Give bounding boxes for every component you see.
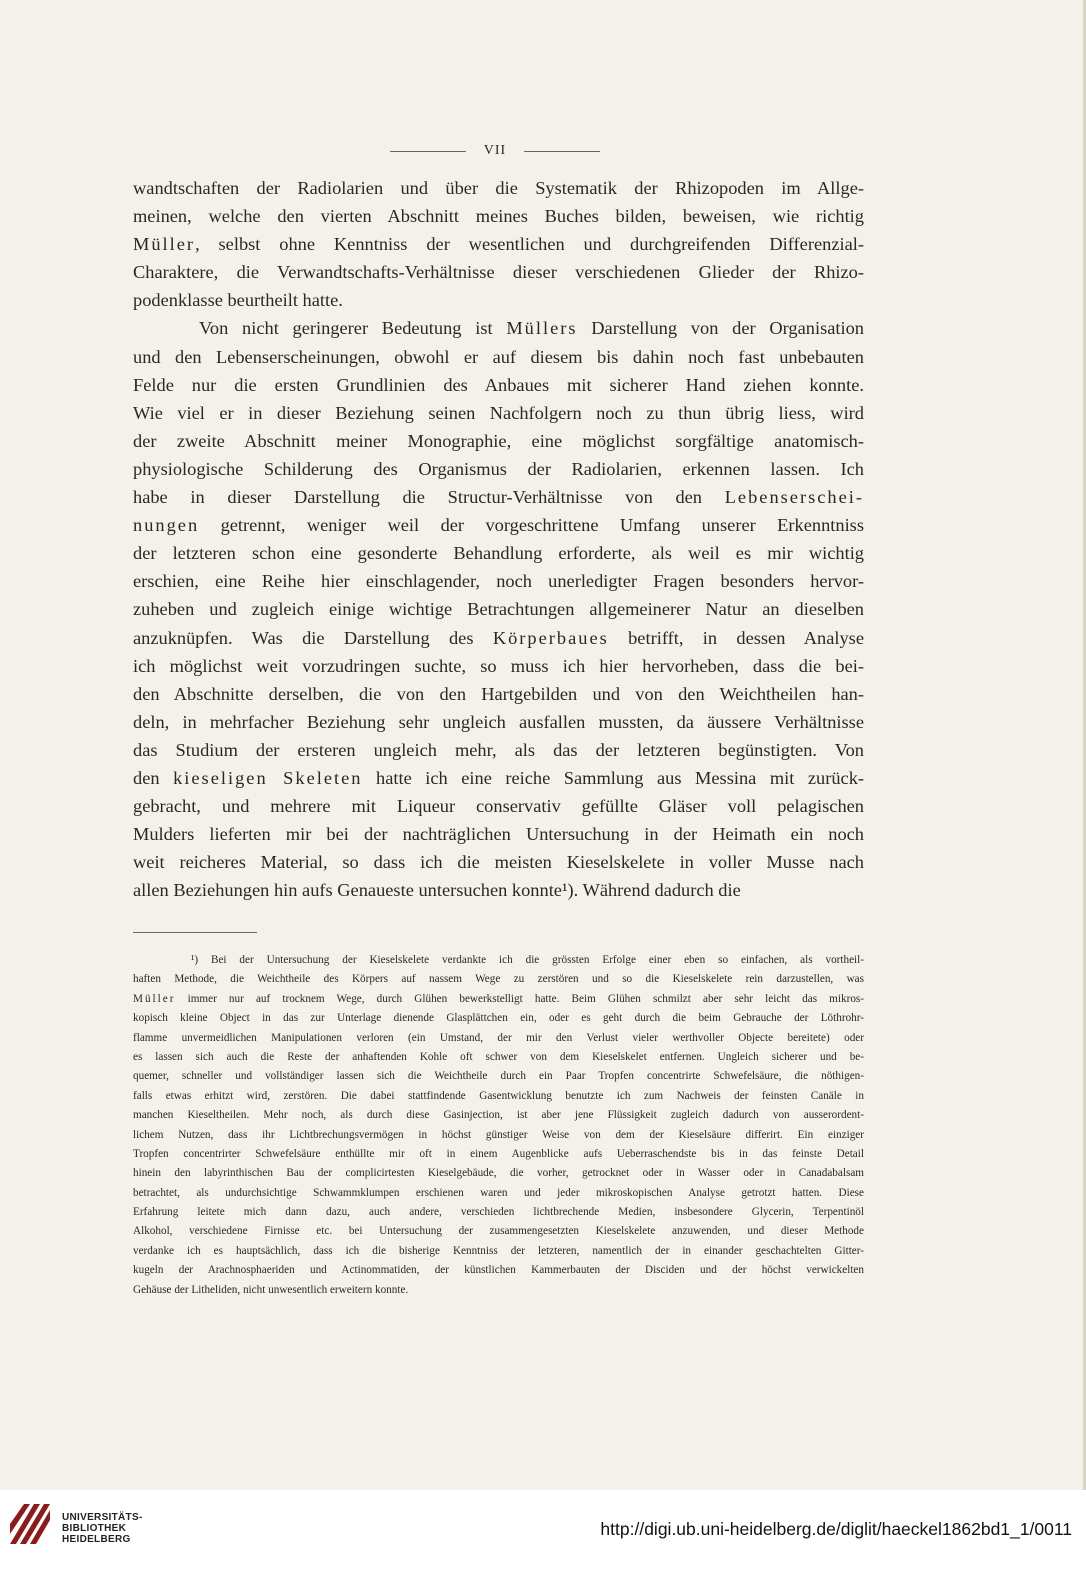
text-run: Von nicht geringerer Bedeutung ist (199, 318, 507, 339)
text-run: den (133, 767, 174, 788)
footnote-line (133, 1281, 864, 1300)
text-run: Mulders lieferten mir bei der nachträglichen Untersuchung in der Heimath ein noch (133, 824, 864, 845)
text-run: ich möglichst weit vorzudringen suchte, so muss ich hier hervorheben, dass die bei- (133, 655, 864, 676)
text-run: und den Lebenserscheinungen, obwohl er auf diesem bis dahin noch fast unbebauten (133, 346, 864, 367)
text-run: wandtschaften der Radiolarien und über die Systematik der Rhizopoden im Allge- (133, 178, 864, 198)
text-line (133, 539, 864, 567)
text-line (133, 286, 864, 314)
text-run: physiologische Schilderung des Organismus der Radiolarien, erkennen lassen. Ich (133, 458, 864, 479)
text-run: flamme unvermeidlichen Manipulationen verloren (ein Umstand, der mir den Verlust vieler werthvoller Objecte bereitete) oder (133, 1031, 864, 1044)
footnote-divider (133, 932, 257, 933)
text-line (133, 455, 864, 483)
text-run: betrifft, in dessen Analyse (608, 627, 864, 648)
text-run: erschien, eine Reihe hier einschlagender, noch unerledigter Fragen besonders hervor- (133, 571, 864, 592)
text-run: Felde nur die ersten Grundlinien des Anbaues mit sicherer Hand ziehen konnte. (133, 374, 864, 395)
text-line (133, 258, 864, 286)
library-line-3: HEIDELBERG (62, 1534, 131, 1545)
text-run: deln, in mehrfacher Beziehung sehr ungleich ausfallen mussten, da äussere Verhältnisse (133, 711, 864, 732)
footnote-line (133, 990, 864, 1009)
text-run: es lassen sich auch die Reste der anhaftenden Kohle oft schwer von dem Kieselskelet entfernen. Ungleich sicherer und be- (133, 1050, 864, 1063)
text-run: gebracht, und mehrere mit Liqueur conservativ gefüllte Gläser voll pelagischen (133, 796, 864, 817)
text-line (133, 792, 864, 820)
text-run: betrachtet, als undurchsichtige Schwammklumpen erschienen waren und jeder mikroskopischen Analyse getrotzt hatten. Diese (133, 1186, 864, 1199)
text-run: Darstellung von der Organisation (577, 318, 864, 339)
footnote-line (133, 1048, 864, 1067)
library-line-1: UNIVERSITÄTS- (62, 1512, 143, 1523)
text-run: den Abschnitte derselben, die von den Hartgebilden und von den Weichtheilen han- (133, 683, 864, 704)
footnote-line (133, 1242, 864, 1261)
text-line (133, 820, 864, 848)
spaced-emphasis: nungen (133, 515, 200, 536)
footnote-line (133, 1087, 864, 1106)
text-run: haften Methode, die Weichtheile des Körpers auf nassem Wege zu zerstören und so die Kieselskelete rein darzustellen, was (133, 973, 864, 986)
footnote-line (133, 1164, 864, 1183)
text-line (133, 511, 864, 539)
spaced-emphasis: Lebenserschei- (724, 487, 864, 508)
text-line (133, 174, 864, 202)
text-run: quemer, schneller und vollständiger lassen sich die Weichtheile durch ein Paar Tropfen concentrirte Schwefelsäure, die nöthigen- (133, 1070, 864, 1083)
text-run: Tropfen concentrirter Schwefelsäure enthüllte mir oft in einem Augenblicke aufs Ueberraschendste bis in das feinste Detail (133, 1147, 864, 1160)
text-run: der letzteren schon eine gesonderte Behandlung erforderte, als weil es mir wichtig (133, 543, 864, 564)
text-line (133, 764, 864, 792)
page-number: VII (483, 143, 507, 158)
text-run: , selbst ohne Kenntniss der wesentlichen und durchgreifenden Differenzial- (195, 234, 864, 255)
text-run: weit reicheres Material, so dass ich die meisten Kieselskelete in voller Musse nach (133, 852, 864, 873)
header-rule-right (524, 151, 600, 152)
footnote (133, 951, 864, 1300)
text-run: der zweite Abschnitt meiner Monographie, eine möglichst sorgfältige anatomisch- (133, 430, 864, 451)
text-run: falls etwas erhitzt wird, zerstören. Die dabei stattfindende Gasentwicklung benutzte ich zum Nachweis der feinsten Canäle in (133, 1089, 864, 1102)
footnote-line (133, 1145, 864, 1164)
spaced-emphasis: Müller (133, 992, 176, 1005)
text-run: Erfahrung leitete mich dann dazu, auch andere, verschieden lichtbrechende Medien, insbesondere Glycerin, Terpentinöl (133, 1206, 864, 1219)
header-rule-left (390, 151, 466, 152)
footnote-line (133, 951, 864, 970)
footnote-line (133, 1261, 864, 1280)
text-run: das Studium der ersteren ungleich mehr, als das der letzteren begünstigten. Von (133, 739, 864, 760)
text-run: verdanke ich es hauptsächlich, dass ich die bisherige Kenntniss der letzteren, namentlich der in einander geschachtelten Gitter- (133, 1244, 864, 1257)
source-url-link[interactable]: http://digi.ub.uni-heidelberg.de/diglit/haeckel1862bd1_1/0011 (600, 1519, 1072, 1539)
footnote-line (133, 1067, 864, 1086)
text-line (133, 371, 864, 399)
text-line (133, 652, 864, 680)
text-run: immer nur auf trocknem Wege, durch Glühen bewerkstelligt hatte. Beim Glühen schmilzt aber sehr leicht das mikros- (175, 992, 864, 1005)
text-line (133, 567, 864, 595)
text-line (133, 708, 864, 736)
footnote-line (133, 1029, 864, 1048)
text-line (133, 680, 864, 708)
text-run: kugeln der Arachnosphaeriden und Actinommatiden, der künstlichen Kammerbauten der Disciden und der höchst verwickelten (133, 1264, 864, 1277)
page-header (390, 143, 600, 159)
text-run: Gehäuse der Litheliden, nicht unwesentlich erweitern konnte. (133, 1283, 409, 1296)
text-run: anzuknüpfen. Was die Darstellung des (133, 627, 493, 648)
text-line (133, 483, 864, 511)
text-run: lichem Nutzen, dass ihr Lichtbrechungsvermögen in höchst günstiger Weise von dem der Kieselsäure differirt. Ein einziger (133, 1128, 864, 1141)
footnote-line (133, 1203, 864, 1222)
footnote-line (133, 970, 864, 989)
footnote-line (133, 1126, 864, 1145)
footnote-line (133, 1106, 864, 1125)
spaced-emphasis: Müller (133, 234, 196, 255)
text-run: manchen Kieseltheilen. Mehr noch, als durch diese Gasinjection, ist aber jene Flüssigkeit zugleich dadurch von ausserordent- (133, 1109, 864, 1122)
spaced-emphasis: kieseligen Skeleten (173, 767, 363, 788)
main-text (133, 174, 864, 904)
text-run: hatte ich eine reiche Sammlung aus Messina mit zurück- (362, 767, 865, 788)
footnote-line (133, 1184, 864, 1203)
text-run: Alkohol, verschiedene Firnisse etc. bei Untersuchung der zusammengesetzten Kieselskelete anzuwenden, und dieser Methode (133, 1225, 864, 1238)
text-run: habe in dieser Darstellung die Structur-Verhältnisse von den (133, 487, 725, 508)
library-logo-icon (6, 1500, 54, 1548)
spaced-emphasis: Körperbaues (492, 627, 609, 648)
text-run: allen Beziehungen hin aufs Genaueste untersuchen konnte¹). Während dadurch die (133, 880, 741, 901)
text-line (133, 343, 864, 371)
text-line (133, 399, 864, 427)
footnote-line (133, 1222, 864, 1241)
text-run: meinen, welche den vierten Abschnitt meines Buches bilden, beweisen, wie richtig (133, 206, 864, 227)
text-run: podenklasse beurtheilt hatte. (133, 290, 343, 311)
text-line (133, 314, 864, 342)
library-name (62, 1512, 143, 1545)
text-line (133, 595, 864, 623)
spaced-emphasis: Müllers (506, 318, 578, 339)
text-line (133, 876, 864, 904)
text-run: hinein den labyrinthischen Bau der complicirtesten Kieselgebäude, die vorher, getrocknet oder in Wasser oder in Canadabalsam (133, 1167, 864, 1180)
text-run: Charaktere, die Verwandtschafts-Verhältnisse dieser verschiedenen Glieder der Rhizo- (133, 262, 864, 283)
text-line (133, 624, 864, 652)
text-line (133, 427, 864, 455)
text-run: kopisch kleine Object in das zur Unterlage dienende Glasplättchen ein, oder es geht durch die beim Gebrauche der Löthrohr- (133, 1012, 864, 1025)
library-line-2: BIBLIOTHEK (62, 1523, 127, 1534)
text-line (133, 848, 864, 876)
text-run: getrennt, weniger weil der vorgeschrittene Umfang unserer Erkenntniss (199, 515, 864, 536)
text-run: Wie viel er in dieser Beziehung seinen Nachfolgern noch zu thun übrig liess, wird (133, 402, 864, 423)
text-line (133, 736, 864, 764)
footnote-line (133, 1009, 864, 1028)
text-line (133, 230, 864, 258)
text-line (133, 202, 864, 230)
text-run: ¹) Bei der Untersuchung der Kieselskelete verdankte ich die grössten Erfolge einer eben so einfachen, als vortheil- (191, 954, 864, 966)
text-run: zuheben und zugleich einige wichtige Betrachtungen allgemeinerer Natur an dieselben (133, 599, 864, 620)
